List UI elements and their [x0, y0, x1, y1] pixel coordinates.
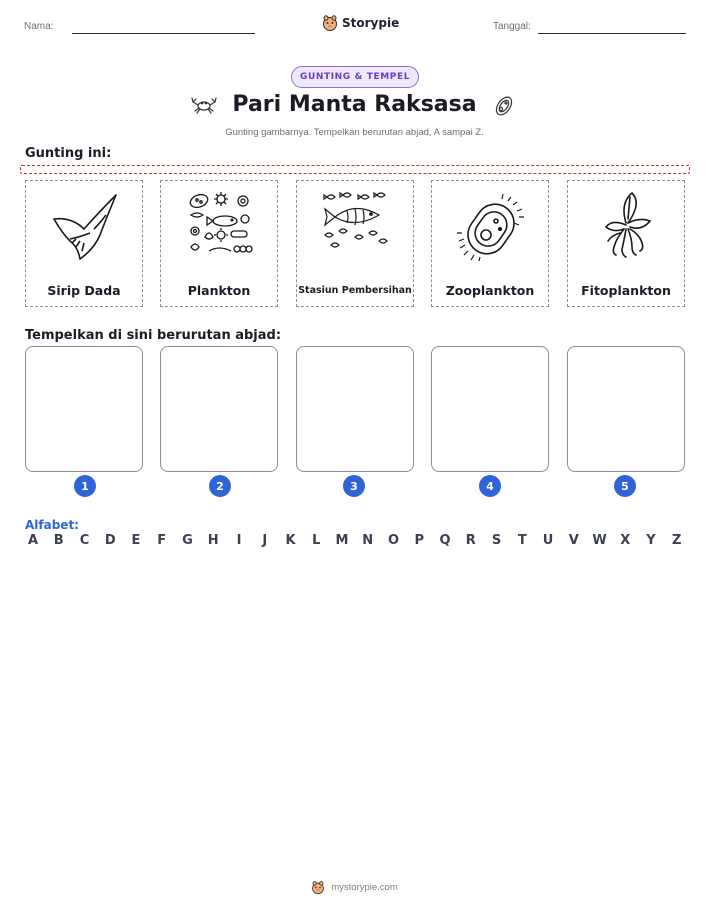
cleaning-station-fish-icon — [321, 189, 391, 261]
alphabet-letter: Z — [672, 533, 682, 548]
alphabet-letter: U — [542, 533, 554, 548]
alphabet-letter: K — [285, 533, 296, 548]
alphabet-letter: L — [312, 533, 321, 548]
name-label: Nama: — [24, 21, 54, 32]
brand-name: Storypie — [342, 16, 400, 30]
cut-line — [20, 165, 690, 174]
alphabet-letter: C — [79, 533, 90, 548]
cut-card-2[interactable] — [160, 180, 278, 307]
storypie-mascot-icon — [322, 14, 338, 32]
cut-card-label: Sirip Dada — [47, 283, 121, 298]
instructions: Gunting gambarnya. Tempelkan berurutan abjad, A sampai Z. — [225, 127, 484, 138]
alphabet-letter: B — [53, 533, 64, 548]
zooplankton-icon — [456, 189, 526, 261]
cut-card-label: Fitoplankton — [581, 283, 671, 298]
alphabet-letter: N — [362, 533, 374, 548]
alphabet-letter: A — [27, 533, 39, 548]
alphabet-letter: X — [620, 533, 631, 548]
phytoplankton-icon — [592, 189, 662, 261]
footer-url[interactable]: mystorypie.com — [331, 882, 398, 893]
plankton-icon — [185, 189, 255, 261]
alphabet-letter: E — [131, 533, 141, 548]
cut-card-label: Plankton — [187, 283, 251, 298]
alphabet-letter: O — [387, 533, 400, 548]
paste-section-label: Tempelkan di sini berurutan abjad: — [25, 328, 282, 343]
alphabet-letter: Y — [646, 533, 656, 548]
alphabet-letter: H — [207, 533, 219, 548]
slot-number-2: 2 — [209, 475, 231, 497]
microbe-icon — [490, 93, 518, 119]
paste-box-5[interactable] — [567, 346, 685, 472]
alphabet-letter: M — [335, 533, 349, 548]
alphabet-letter: P — [414, 533, 425, 548]
cut-card-label: Zooplankton — [445, 283, 535, 298]
alphabet-letter: G — [182, 533, 193, 548]
alphabet-letter: T — [517, 533, 527, 548]
cut-card-5[interactable] — [567, 180, 685, 307]
alphabet-letter: W — [592, 533, 607, 548]
alphabet-letter: R — [465, 533, 476, 548]
paste-box-4[interactable] — [431, 346, 549, 472]
page-title: Pari Manta Raksasa — [232, 92, 477, 117]
manta-fin-icon — [50, 189, 120, 261]
alphabet-letter: S — [491, 533, 502, 548]
slot-number-3: 3 — [343, 475, 365, 497]
name-line[interactable] — [72, 33, 255, 34]
alphabet-letter: J — [262, 533, 268, 548]
storypie-mascot-icon — [311, 880, 325, 895]
paste-box-3[interactable] — [296, 346, 414, 472]
slot-number-5: 5 — [614, 475, 636, 497]
paste-box-2[interactable] — [160, 346, 278, 472]
cut-card-4[interactable] — [431, 180, 549, 307]
alphabet-label: Alfabet: — [25, 518, 79, 532]
alphabet-letter: Q — [439, 533, 451, 548]
alphabet-row — [25, 533, 685, 548]
activity-badge: GUNTING & TEMPEL — [291, 66, 419, 88]
cut-section-label: Gunting ini: — [25, 146, 112, 161]
slot-number-4: 4 — [479, 475, 501, 497]
alphabet-letter: V — [568, 533, 579, 548]
alphabet-letter: D — [104, 533, 116, 548]
paste-box-1[interactable] — [25, 346, 143, 472]
slot-number-1: 1 — [74, 475, 96, 497]
alphabet-letter: I — [236, 533, 242, 548]
cut-card-1[interactable] — [25, 180, 143, 307]
alphabet-letter: F — [157, 533, 167, 548]
brand-logo — [322, 13, 399, 33]
cut-card-label: Stasiun Pembersihan — [298, 285, 412, 296]
date-label: Tanggal: — [493, 21, 531, 32]
footer — [0, 880, 709, 895]
date-line[interactable] — [538, 33, 686, 34]
cut-card-3[interactable] — [296, 180, 414, 307]
